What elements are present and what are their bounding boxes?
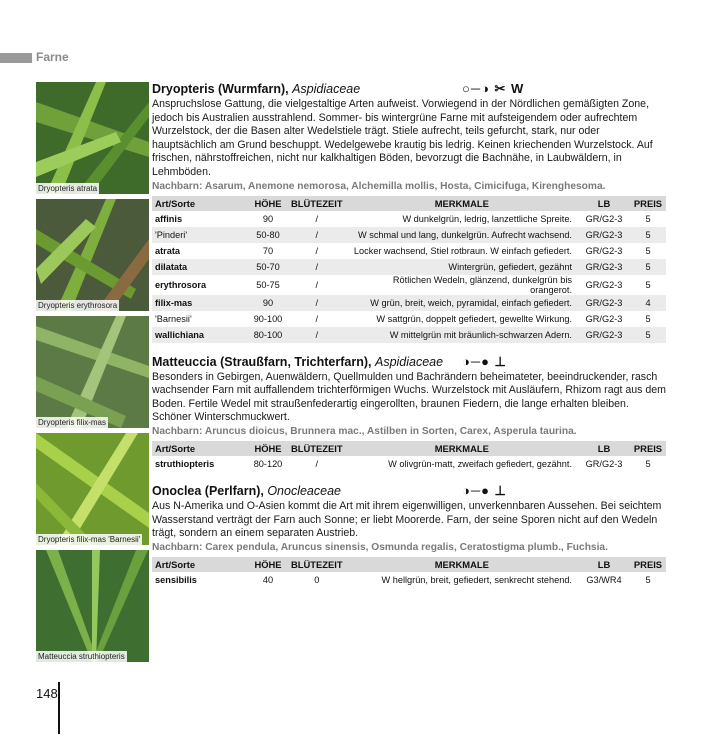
cell-bluete: / [315,279,319,290]
col-lb: LB [578,557,630,572]
table-row [152,572,666,588]
table-row [152,311,666,327]
cell-lb: GR/G2-3 [585,279,623,290]
photo-matteuccia-struthiopteris [36,550,149,662]
table-row [152,456,666,472]
cell-lb: GR/G2-3 [585,458,623,469]
cell-preis: 5 [630,227,666,243]
col-bluete: BLÜTEZEIT [288,196,346,211]
family-name: Aspidiaceae [292,82,361,96]
col-art: Art/Sorte [152,196,248,211]
cell-preis: 5 [645,313,651,324]
col-lb: LB [578,441,630,456]
col-hoehe: HÖHE [248,196,288,211]
entry-title [152,82,360,96]
cell-merkmale: W hellgrün, breit, gefiedert, senkrecht stehend. [381,574,572,585]
entry-description: Besonders in Gebirgen, Auenwäldern, Quellmulden und Bachrändern beheimateter, beeindruckender, rasch wachsender Farn mit auffallendem trichterförmigen Wuchs. Wurzelstock mit Ausläufern, Rhizom ragt aus dem Boden. Fertile Wedel mit straußenfederartig eingerollten, braunen Fiedern, die lange erhalten bleiben. Schöner Winterschmuckwert. [152,370,667,424]
cell-name: 'Barnesii' [155,313,192,324]
entry-header [152,482,666,500]
cell-merkmale: W sattgrün, doppelt gefiedert, gewellte Wirkung. [376,313,572,324]
photo-caption: Dryopteris filix-mas [38,418,107,427]
genus-name: Dryopteris (Wurmfarn), [152,82,289,96]
genus-name: Onoclea (Perlfarn), [152,483,264,498]
cell-preis: 5 [645,574,651,585]
cell-lb: GR/G2-3 [578,327,630,343]
col-bluete: BLÜTEZEIT [288,441,346,456]
cell-merkmale: W schmal und lang, dunkelgrün. Aufrecht wachsend. [346,227,578,243]
cell-name: filix-mas [152,295,248,311]
photo-dryopteris-filix-mas [36,316,149,428]
entry-description: Anspruchslose Gattung, die vielgestaltige Arten aufweist. Vorwiegend in der Nördlichen gemäßigten Zone, jedoch bis Australien ausstrahlend. Sommer- bis wintergrüne Farne mit aufsteigendem oder aufrechtem Wurzelstock, der die Basen alter Wedelstiele trägt. Stiele aufrecht, teils gefurcht, stark, nur oder hauptsächlich am Grund beschuppt. Wedelgewebe krautig bis ledrig. Keinen kriechenden Wurzelstock. Auf frischen, nährstoffreichen, nicht nur kalkhaltigen Böden, bevorzugt die Bachnähe, in Laubwäldern, in Lehmböden. [152,98,653,178]
cell-hoehe: 90 [248,295,288,311]
cell-merkmale: W olivgrün-matt, zweifach gefiedert, gezähnt. [388,458,572,469]
col-art: Art/Sorte [152,557,248,572]
plant-entry-onoclea [152,482,666,588]
site-symbols: ◑─● ⊥ [462,353,507,369]
cell-hoehe: 70 [262,245,274,256]
variety-table [152,196,666,343]
cell-merkmale: W grün, breit, weich, pyramidal, einfach gefiedert. [346,295,578,311]
col-preis: PREIS [630,441,666,456]
col-preis: PREIS [630,196,666,211]
col-hoehe: HÖHE [248,557,288,572]
entry-title [152,355,443,369]
table-row [152,243,666,259]
cell-preis: 5 [645,279,651,290]
table-row [152,211,666,227]
photo-caption: Dryopteris erythrosora [38,301,118,310]
cell-bluete: / [315,245,319,256]
table-row [152,327,666,343]
table-row [152,259,666,275]
entry-neighbors: Nachbarn: Asarum, Anemone nemorosa, Alchemilla mollis, Hosta, Cimicifuga, Kirenghesoma. [152,180,606,192]
entry-description: Aus N-Amerika und O-Asien kommt die Art mit ihrem eigenwilligen, unverkennbaren Aussehen. Bei seichtem Wasserstand verträgt der Farn auch Sonne; er liebt Moorerde. Farn, der seine Sporen nicht auf den Wedeln trägt, sondern an einem separaten Austrieb. [152,499,662,540]
entry-neighbors: Nachbarn: Aruncus dioicus, Brunnera mac., Astilben in Sorten, Carex, Asperula taurina. [152,425,577,437]
photo-caption: Dryopteris atrata [38,184,98,193]
cell-preis: 5 [645,458,651,469]
cell-hoehe: 50-70 [248,259,288,275]
cell-preis: 5 [630,259,666,275]
table-row [152,295,666,311]
content-area [152,80,666,598]
table-row [152,275,666,295]
cell-name: struthiopteris [155,458,215,469]
cell-hoehe: 50-80 [248,227,288,243]
table-header-row [152,557,666,572]
cell-lb: G3/WR4 [586,574,622,585]
photo-dryopteris-erythrosora [36,199,149,311]
cell-name: erythrosora [155,279,207,290]
cell-name: dilatata [152,259,248,275]
cell-bluete: / [315,313,319,324]
plant-entry-matteuccia [152,353,666,472]
cell-bluete: / [288,327,346,343]
table-header-row [152,441,666,456]
cell-lb: GR/G2-3 [578,259,630,275]
entry-header [152,80,666,98]
cell-hoehe: 40 [262,574,274,585]
cell-name: atrata [155,245,181,256]
cell-bluete: / [288,295,346,311]
cell-hoehe: 90 [262,213,274,224]
page-number: 148 [36,686,58,701]
cell-preis: 5 [630,327,666,343]
photo-dryopteris-atrata [36,82,149,194]
cell-merkmale: W dunkelgrün, ledrig, lanzettliche Spreite. [402,213,572,224]
page-margin-rule [58,682,60,734]
col-preis: PREIS [630,557,666,572]
col-art: Art/Sorte [152,441,248,456]
cell-hoehe: 50-75 [256,279,280,290]
cell-preis: 5 [645,245,651,256]
entry-header [152,353,666,371]
col-merkmale: MERKMALE [346,557,578,572]
photo-column [36,82,149,667]
genus-name: Matteuccia (Straußfarn, Trichterfarn), [152,354,372,369]
col-merkmale: MERKMALE [346,196,578,211]
photo-caption: Dryopteris filix-mas 'Barnesii' [38,535,141,544]
cell-merkmale: Rötlichen Wedeln, glänzend, dunkelgrün bis orangerot. [392,274,572,295]
cell-name: affinis [155,213,183,224]
cell-bluete: / [288,227,346,243]
cell-name: sensibilis [155,574,197,585]
site-symbols: ○─◑ ✂ W [462,81,525,96]
cell-preis: 4 [630,295,666,311]
section-title: Farne [36,50,69,64]
cell-name: wallichiana [152,327,248,343]
cell-name: 'Pinderi' [152,227,248,243]
photo-caption: Matteuccia struthiopteris [38,652,125,661]
cell-lb: GR/G2-3 [585,213,623,224]
col-hoehe: HÖHE [248,441,288,456]
cell-merkmale: Locker wachsend, Stiel rotbraun. W einfach gefiedert. [353,245,572,256]
plant-entry-dryopteris [152,80,666,343]
cell-lb: GR/G2-3 [585,313,623,324]
cell-lb: GR/G2-3 [578,227,630,243]
section-bar [0,53,32,63]
cell-bluete: 0 [314,574,320,585]
cell-bluete: / [315,458,319,469]
cell-hoehe: 90-100 [253,313,283,324]
photo-dryopteris-filix-mas-barnesii [36,433,149,545]
entry-neighbors: Nachbarn: Carex pendula, Aruncus sinensis, Osmunda regalis, Ceratostigma plumb., Fuchsia. [152,541,608,553]
col-merkmale: MERKMALE [346,441,578,456]
table-row [152,227,666,243]
table-header-row [152,196,666,211]
col-bluete: BLÜTEZEIT [288,557,346,572]
cell-bluete: / [315,213,319,224]
variety-table [152,441,666,472]
family-name: Aspidiaceae [374,354,444,369]
col-lb: LB [578,196,630,211]
entry-title [152,484,341,498]
cell-hoehe: 80-100 [248,327,288,343]
cell-preis: 5 [645,213,651,224]
cell-hoehe: 80-120 [253,458,283,469]
cell-lb: GR/G2-3 [585,245,623,256]
family-name: Onocleaceae [267,483,341,498]
cell-bluete: / [288,259,346,275]
variety-table [152,557,666,588]
cell-merkmale: W mittelgrün mit bräunlich-schwarzen Adern. [346,327,578,343]
site-symbols: ◑─● ⊥ [462,482,507,498]
cell-merkmale: Wintergrün, gefiedert, gezähnt [346,259,578,275]
cell-lb: GR/G2-3 [578,295,630,311]
